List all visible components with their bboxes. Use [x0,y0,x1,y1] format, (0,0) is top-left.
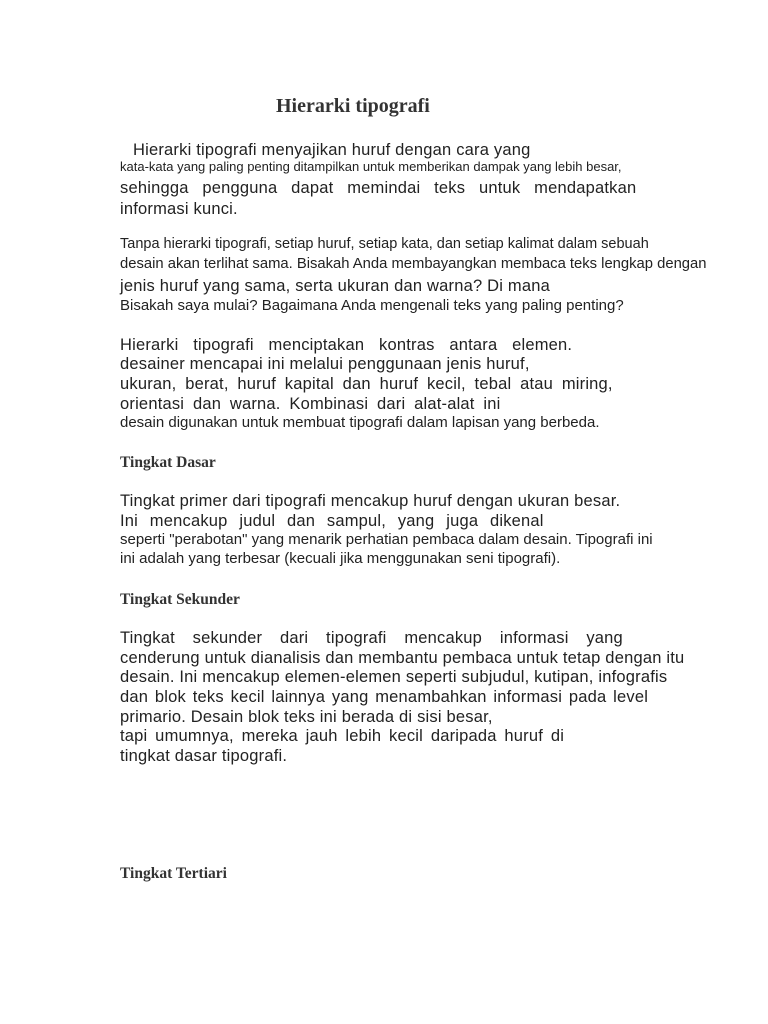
paragraph-line: Hierarki tipografi menciptakan kontras antara elemen. [120,336,573,354]
paragraph-line: informasi kunci. [120,200,238,218]
paragraph-line: seperti "perabotan" yang menarik perhatian pembaca dalam desain. Tipografi ini [120,531,653,548]
paragraph-line: tingkat dasar tipografi. [120,747,288,765]
heading-tingkat-tertiari: Tingkat Tertiari [120,865,227,882]
paragraph-line: desain digunakan untuk membuat tipografi dalam lapisan yang berbeda. [120,414,600,431]
paragraph-line: Tingkat primer dari tipografi mencakup huruf dengan ukuran besar. [120,492,621,510]
paragraph-line: ini adalah yang terbesar (kecuali jika menggunakan seni tipografi). [120,550,561,567]
paragraph-line: ukuran, berat, huruf kapital dan huruf kecil, tebal atau miring, [120,375,613,393]
heading-tingkat-sekunder: Tingkat Sekunder [120,591,240,608]
paragraph-line: desain akan terlihat sama. Bisakah Anda membayangkan membaca teks lengkap dengan [120,256,707,272]
paragraph-line: primario. Desain blok teks ini berada di sisi besar, [120,708,493,726]
paragraph-line: Tingkat sekunder dari tipografi mencakup informasi yang [120,629,623,647]
heading-tingkat-dasar: Tingkat Dasar [120,454,216,471]
paragraph-line: Tanpa hierarki tipografi, setiap huruf, setiap kata, dan setiap kalimat dalam sebuah [120,236,649,252]
paragraph-line: cenderung untuk dianalisis dan membantu pembaca untuk tetap dengan itu [120,649,685,667]
paragraph-line: Hierarki tipografi menyajikan huruf dengan cara yang [133,141,531,159]
paragraph-line: dan blok teks kecil lainnya yang menambahkan informasi pada level [120,688,649,706]
paragraph-line: jenis huruf yang sama, serta ukuran dan warna? Di mana [120,277,550,295]
paragraph-line: sehingga pengguna dapat memindai teks untuk mendapatkan [120,179,637,197]
paragraph-line: orientasi dan warna. Kombinasi dari alat-alat ini [120,395,501,413]
paragraph-line: tapi umumnya, mereka jauh lebih kecil daripada huruf di [120,727,565,745]
paragraph-line: Ini mencakup judul dan sampul, yang juga dikenal [120,512,544,530]
paragraph-line: kata-kata yang paling penting ditampilkan untuk memberikan dampak yang lebih besar, [120,159,622,174]
paragraph-line: desainer mencapai ini melalui penggunaan jenis huruf, [120,355,530,373]
paragraph-line: Bisakah saya mulai? Bagaimana Anda mengenali teks yang paling penting? [120,297,624,314]
page-title: Hierarki tipografi [276,95,430,117]
paragraph-line: desain. Ini mencakup elemen-elemen seperti subjudul, kutipan, infografis [120,668,668,686]
